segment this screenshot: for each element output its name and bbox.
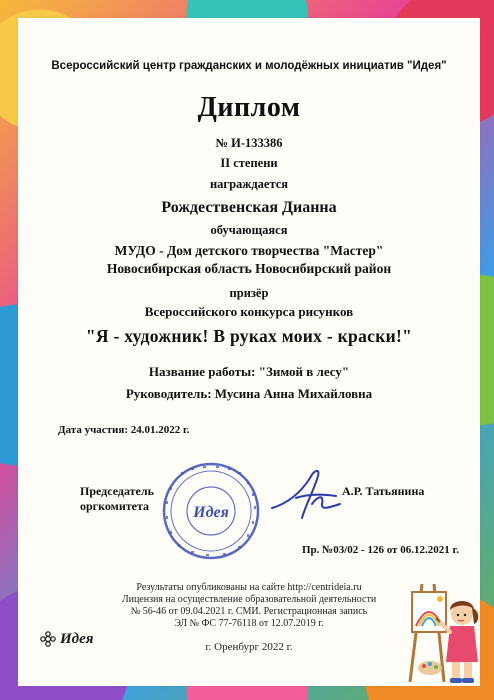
- awarded-label: награждается: [209, 177, 289, 191]
- award-status: призёр: [229, 286, 269, 300]
- chair-line-2: оргкомитета: [80, 499, 149, 513]
- leader-name: Руководитель: Мусина Анна Михайловна: [125, 386, 373, 401]
- footer-line-2: Лицензия на осуществление образовательной деятельности: [121, 594, 377, 605]
- city-year: г. Оренбург 2022 г.: [205, 641, 293, 653]
- diploma-title: Диплом: [197, 92, 301, 123]
- logo-text: Идея: [60, 631, 94, 647]
- participation-date: Дата участия: 24.01.2022 г.: [58, 424, 190, 436]
- org-logo: [40, 630, 94, 648]
- contest-name: Всероссийского конкурса рисунков: [144, 304, 354, 319]
- child-painter-illustration: [400, 564, 480, 689]
- work-title: Название работы: "Зимой в лесу": [148, 364, 350, 379]
- order-number: Пр. №03/02 - 126 от 06.12.2021 г.: [302, 544, 459, 556]
- chair-signature: [266, 464, 346, 524]
- diploma-number: № И-133386: [215, 136, 283, 150]
- footer-line-1: Результаты опубликованы на сайте http://centrideia.ru: [136, 582, 362, 593]
- institution-line-1: МУДО - Дом детского творчества "Мастер": [114, 243, 384, 258]
- student-label: обучающаяся: [210, 223, 288, 237]
- footer-line-3: № 56-46 от 09.04.2021 г. СМИ. Регистрационная запись: [130, 606, 368, 617]
- diploma-paper: [22, 22, 476, 682]
- recipient-name: Рождественская Дианна: [161, 199, 337, 216]
- diploma-degree: II степени: [220, 156, 278, 170]
- chair-title: [80, 484, 154, 514]
- chair-line-1: Председатель: [80, 484, 154, 498]
- organizer-heading: Всероссийский центр гражданских и молодёжных инициатив "Идея": [51, 60, 447, 72]
- footer-line-4: ЭЛ № ФС 77-76118 от 12.07.2019 г.: [174, 618, 324, 629]
- flower-icon: [40, 631, 56, 647]
- stamp-center-text: Идея: [193, 504, 229, 521]
- institution-line-2: Новосибирская область Новосибирский район: [106, 261, 392, 276]
- stamp-seal: [161, 461, 261, 561]
- chair-name: А.Р. Татьянина: [342, 484, 425, 498]
- contest-theme: "Я - художник! В руках моих - краски!": [85, 326, 413, 346]
